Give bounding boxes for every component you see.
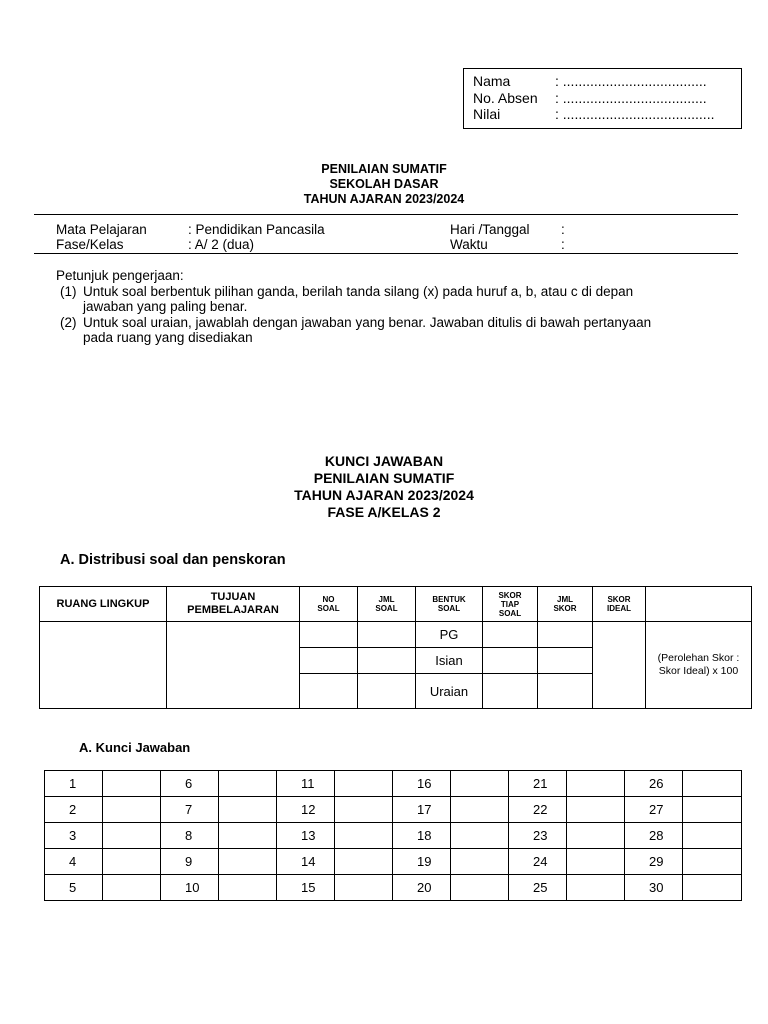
skor-tiap-cell[interactable] bbox=[483, 674, 538, 709]
answer-cell[interactable] bbox=[683, 823, 742, 849]
question-number: 25 bbox=[509, 875, 567, 901]
answer-cell[interactable] bbox=[103, 771, 161, 797]
question-number: 15 bbox=[277, 875, 335, 901]
doc-title-line2: SEKOLAH DASAR bbox=[329, 177, 439, 191]
answer-cell[interactable] bbox=[335, 771, 393, 797]
question-number: 2 bbox=[45, 797, 103, 823]
question-number: 6 bbox=[161, 771, 219, 797]
question-number: 13 bbox=[277, 823, 335, 849]
skor-tiap-cell[interactable] bbox=[483, 648, 538, 674]
time-label: Waktu bbox=[450, 237, 488, 252]
header-divider-bottom bbox=[34, 253, 738, 254]
answer-key-title-line2: PENILAIAN SUMATIF bbox=[313, 470, 455, 486]
question-number: 9 bbox=[161, 849, 219, 875]
question-number: 3 bbox=[45, 823, 103, 849]
instruction-1-line1: Untuk soal berbentuk pilihan ganda, berilah tanda silang (x) pada huruf a, b, atau c di depan bbox=[83, 284, 634, 299]
question-number: 11 bbox=[277, 771, 335, 797]
tujuan-cell[interactable] bbox=[167, 622, 300, 709]
question-number: 28 bbox=[625, 823, 683, 849]
jml-soal-cell[interactable] bbox=[358, 674, 416, 709]
table-row bbox=[45, 797, 742, 823]
section-distribution-title: A. Distribusi soal dan penskoran bbox=[60, 552, 286, 568]
question-number: 16 bbox=[393, 771, 451, 797]
student-identity-box bbox=[463, 68, 742, 129]
subject-label: Mata Pelajaran bbox=[56, 222, 147, 237]
name-row bbox=[473, 73, 707, 89]
jml-soal-cell[interactable] bbox=[358, 648, 416, 674]
answer-cell[interactable] bbox=[219, 875, 277, 901]
instruction-1-line2: jawaban yang paling benar. bbox=[83, 299, 248, 314]
skor-ideal-cell[interactable] bbox=[593, 622, 646, 709]
answer-cell[interactable] bbox=[683, 797, 742, 823]
table-row bbox=[45, 771, 742, 797]
answer-cell[interactable] bbox=[103, 797, 161, 823]
answer-cell[interactable] bbox=[219, 849, 277, 875]
question-number: 18 bbox=[393, 823, 451, 849]
time-value[interactable]: : bbox=[561, 237, 565, 252]
question-number: 24 bbox=[509, 849, 567, 875]
question-number: 7 bbox=[161, 797, 219, 823]
question-number: 26 bbox=[625, 771, 683, 797]
answer-cell[interactable] bbox=[103, 849, 161, 875]
name-field[interactable]: : ..................................... bbox=[555, 73, 707, 89]
question-number: 20 bbox=[393, 875, 451, 901]
answer-cell[interactable] bbox=[451, 849, 509, 875]
header-skor-tiap-soal: SKOR TIAP SOAL bbox=[483, 587, 538, 622]
answer-cell[interactable] bbox=[335, 823, 393, 849]
answer-cell[interactable] bbox=[335, 797, 393, 823]
answer-key-title-line1: KUNCI JAWABAN bbox=[324, 453, 444, 469]
question-number: 21 bbox=[509, 771, 567, 797]
question-number: 30 bbox=[625, 875, 683, 901]
answer-cell[interactable] bbox=[683, 875, 742, 901]
answer-cell[interactable] bbox=[451, 875, 509, 901]
answer-key-title-line3: TAHUN AJARAN 2023/2024 bbox=[294, 487, 474, 503]
answer-cell[interactable] bbox=[219, 797, 277, 823]
answer-cell[interactable] bbox=[103, 875, 161, 901]
doc-title-line1: PENILAIAN SUMATIF bbox=[321, 162, 447, 176]
question-number: 10 bbox=[161, 875, 219, 901]
question-number: 19 bbox=[393, 849, 451, 875]
header-bentuk-soal: BENTUK SOAL bbox=[416, 587, 483, 622]
score-formula: (Perolehan Skor : Skor Ideal) x 100 bbox=[646, 622, 752, 709]
answer-cell[interactable] bbox=[451, 823, 509, 849]
answer-cell[interactable] bbox=[567, 823, 625, 849]
class-value: : A/ 2 (dua) bbox=[188, 237, 255, 252]
table-row bbox=[45, 823, 742, 849]
no-soal-cell[interactable] bbox=[300, 622, 358, 648]
distribution-row-pg bbox=[40, 622, 752, 648]
score-field[interactable]: : ....................................... bbox=[555, 106, 715, 122]
question-number: 4 bbox=[45, 849, 103, 875]
instructions-title: Petunjuk pengerjaan: bbox=[56, 268, 184, 283]
jml-skor-cell[interactable] bbox=[538, 648, 593, 674]
skor-tiap-cell[interactable] bbox=[483, 622, 538, 648]
answer-cell[interactable] bbox=[567, 875, 625, 901]
name-label: Nama bbox=[473, 73, 511, 89]
answer-cell[interactable] bbox=[567, 849, 625, 875]
subject-value: : Pendidikan Pancasila bbox=[188, 222, 325, 237]
no-soal-cell[interactable] bbox=[300, 648, 358, 674]
form-pg: PG bbox=[416, 622, 483, 648]
jml-skor-cell[interactable] bbox=[538, 674, 593, 709]
answer-cell[interactable] bbox=[103, 823, 161, 849]
answer-cell[interactable] bbox=[219, 771, 277, 797]
answer-cell[interactable] bbox=[219, 823, 277, 849]
absen-field[interactable]: : ..................................... bbox=[555, 90, 707, 106]
form-uraian: Uraian bbox=[416, 674, 483, 709]
jml-skor-cell[interactable] bbox=[538, 622, 593, 648]
absen-row bbox=[473, 90, 707, 106]
distribution-table bbox=[39, 586, 752, 709]
header-tujuan-pembelajaran: TUJUAN PEMBELAJARAN bbox=[167, 587, 300, 622]
ruang-lingkup-cell[interactable] bbox=[40, 622, 167, 709]
header-skor-ideal: SKOR IDEAL bbox=[593, 587, 646, 622]
question-number: 5 bbox=[45, 875, 103, 901]
answer-key-title-line4: FASE A/KELAS 2 bbox=[327, 504, 441, 520]
doc-title-line3: TAHUN AJARAN 2023/2024 bbox=[303, 192, 465, 206]
instruction-1-num: (1) bbox=[60, 284, 77, 299]
header-divider-top bbox=[34, 214, 738, 215]
instruction-2-num: (2) bbox=[60, 315, 77, 330]
form-isian: Isian bbox=[416, 648, 483, 674]
header-nilai bbox=[646, 587, 752, 622]
table-row bbox=[45, 849, 742, 875]
question-number: 29 bbox=[625, 849, 683, 875]
day-value[interactable]: : bbox=[561, 222, 565, 237]
score-row bbox=[473, 106, 714, 122]
header-jml-skor: JML SKOR bbox=[538, 587, 593, 622]
header-no-soal: NO SOAL bbox=[300, 587, 358, 622]
answer-cell[interactable] bbox=[567, 797, 625, 823]
question-number: 22 bbox=[509, 797, 567, 823]
instruction-2-line1: Untuk soal uraian, jawablah dengan jawaban yang benar. Jawaban ditulis di bawah pertanyaan bbox=[83, 315, 652, 330]
question-number: 12 bbox=[277, 797, 335, 823]
answer-key-table bbox=[44, 770, 742, 901]
score-label: Nilai bbox=[473, 106, 501, 122]
answer-cell[interactable] bbox=[335, 875, 393, 901]
question-number: 8 bbox=[161, 823, 219, 849]
instruction-2-line2: pada ruang yang disediakan bbox=[83, 330, 253, 345]
question-number: 27 bbox=[625, 797, 683, 823]
question-number: 14 bbox=[277, 849, 335, 875]
answer-cell[interactable] bbox=[451, 797, 509, 823]
answer-cell[interactable] bbox=[683, 849, 742, 875]
question-number: 23 bbox=[509, 823, 567, 849]
question-number: 1 bbox=[45, 771, 103, 797]
header-jml-soal: JML SOAL bbox=[358, 587, 416, 622]
day-label: Hari /Tanggal bbox=[450, 222, 530, 237]
section-answer-key-title: A. Kunci Jawaban bbox=[79, 740, 191, 755]
table-row bbox=[45, 875, 742, 901]
no-soal-cell[interactable] bbox=[300, 674, 358, 709]
answer-cell[interactable] bbox=[451, 771, 509, 797]
answer-cell[interactable] bbox=[335, 849, 393, 875]
answer-cell[interactable] bbox=[683, 771, 742, 797]
absen-label: No. Absen bbox=[473, 90, 538, 106]
distribution-header-row bbox=[40, 587, 752, 622]
header-ruang-lingkup: RUANG LINGKUP bbox=[40, 587, 167, 622]
answer-cell[interactable] bbox=[567, 771, 625, 797]
class-label: Fase/Kelas bbox=[56, 237, 124, 252]
jml-soal-cell[interactable] bbox=[358, 622, 416, 648]
question-number: 17 bbox=[393, 797, 451, 823]
